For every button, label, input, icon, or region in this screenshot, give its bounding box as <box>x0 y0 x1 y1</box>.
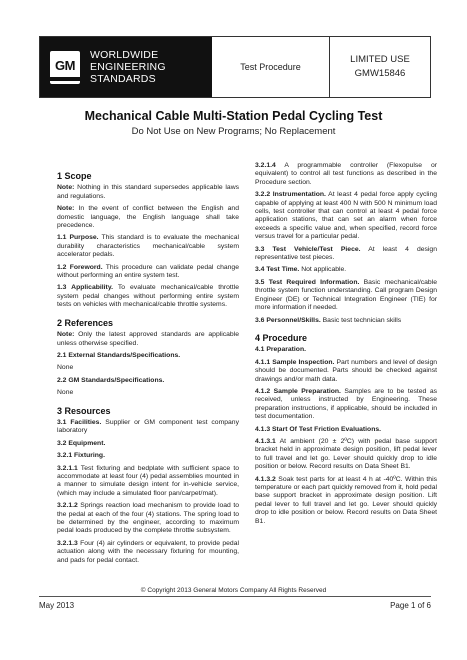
label: 4.1.2 Sample Preparation. <box>255 387 341 395</box>
paragraph <box>255 476 437 526</box>
label: 3.3 Test Vehicle/Test Piece. <box>255 245 361 253</box>
gm-logo: GM <box>50 51 80 84</box>
paragraph <box>57 502 239 536</box>
brand-line: STANDARDS <box>90 73 156 85</box>
brand-line: WORLDWIDE <box>90 49 159 61</box>
text: Test fixturing and bedplate with sufficient space to accommodate at least four (4) pedal assemblies mounted in a manner to simulate design intent for in-vehicle service, (which may include a simulated floor pan/carpet/mat). <box>57 464 239 497</box>
label: 3.2.1.2 <box>57 502 78 510</box>
text: Supplier or GM component test company laboratory <box>57 418 239 435</box>
title-block <box>0 109 467 137</box>
paragraph <box>57 465 239 499</box>
label: 4.1.3.2 <box>255 475 276 483</box>
paragraph <box>57 419 239 436</box>
text: Basic mechanical/cable throttle system function understanding. Call program Design Engineer (DE) or Technical Integration Engineer (TIE) for more information if needed. <box>255 278 437 312</box>
paragraph <box>57 264 239 281</box>
footer-date: May 2013 <box>39 601 75 610</box>
subheading: 3.2 Equipment. <box>57 439 106 447</box>
label: 3.1 Facilities. <box>57 418 102 426</box>
label: 4.1.3.1 <box>255 437 276 445</box>
paragraph <box>255 388 437 422</box>
label: Note: <box>57 331 75 339</box>
paragraph <box>255 279 437 313</box>
paragraph <box>57 331 239 348</box>
label: 1.1 Purpose. <box>57 234 99 242</box>
text: This procedure can validate pedal change without performing an entire system test. <box>57 263 239 280</box>
section-heading: 3 Resources <box>57 405 111 416</box>
paragraph <box>255 246 437 263</box>
label: 4.1.1 Sample Inspection. <box>255 358 335 366</box>
text: This standard is to evaluate the mechanical durability characteristics mechanical/cable system accelerator pedals. <box>57 234 239 259</box>
subheading: 4.1 Preparation. <box>255 346 306 354</box>
doc-number: GMW15846 <box>354 68 406 79</box>
text: At ambient (20 ± 2ºC) with pedal base support bracket held in approximate design position, lift pedal lever to full travel and let go. Lever should quickly drop to idle position or below. Record results on Data Sheet B1. <box>255 437 437 471</box>
text: In the event of conflict between the English and domestic language, the English language shall take precedence. <box>57 205 239 230</box>
subheading: 3.2.1 Fixturing. <box>57 452 105 460</box>
paragraph: None <box>57 364 74 372</box>
subheading: 4.1.3 Start Of Test Friction Evaluations. <box>255 425 382 433</box>
paragraph <box>57 184 239 201</box>
subheading: 2.2 GM Standards/Specifications. <box>57 376 165 384</box>
right-column <box>255 162 437 569</box>
paragraph <box>255 438 437 472</box>
text: Springs reaction load mechanism to provide load to the pedal at each of the four (4) stations. The spring load to be determined by the engineer, according to maximum pedal loads produced by the complete throttle subsystem. <box>57 502 239 535</box>
subheading: 2.1 External Standards/Specifications. <box>57 351 181 359</box>
label: 3.2.1.3 <box>57 539 78 547</box>
paragraph: None <box>57 389 74 397</box>
document-header <box>39 36 431 98</box>
left-column <box>57 162 239 569</box>
use-label: LIMITED USE <box>350 54 410 65</box>
label: 3.4 Test Time. <box>255 266 300 274</box>
text: Four (4) air cylinders or equivalent, to provide pedal actuation along with the necessary fixturing for mounting, and pads for pedal contact. <box>57 539 239 564</box>
text: Basic test technician skills <box>320 316 402 324</box>
document-title: Mechanical Cable Multi-Station Pedal Cycling Test <box>84 109 383 123</box>
doc-id-block <box>330 37 430 97</box>
label: 3.2.1.4 <box>255 162 276 169</box>
brand-text <box>90 49 166 85</box>
brand-line: ENGINEERING <box>90 61 166 73</box>
doc-type: Test Procedure <box>212 37 330 97</box>
text: Nothing in this standard supersedes applicable laws and regulations. <box>57 184 239 200</box>
label: 1.2 Foreword. <box>57 263 103 271</box>
label: Note: <box>57 184 75 192</box>
paragraph <box>255 191 437 241</box>
paragraph <box>255 266 437 274</box>
paragraph <box>255 162 437 187</box>
paragraph <box>255 317 437 325</box>
label: Note: <box>57 205 75 213</box>
page-number: Page 1 of 6 <box>390 601 431 610</box>
text: Samples are to be tested as received, unless instructed by Engineering. These preparation instructions, if applicable, should be included in test documentation. <box>255 387 437 421</box>
footer-divider <box>39 596 431 597</box>
section-heading: 2 References <box>57 317 114 328</box>
label: 1.3 Applicability. <box>57 284 113 292</box>
text: Part numbers and level of design should be documented. Parts should be checked against drawings and/or math data. <box>255 358 437 383</box>
text: At least 4 design representative test pieces. <box>255 245 437 262</box>
label: 3.5 Test Required Information. <box>255 278 360 286</box>
paragraph <box>57 234 239 259</box>
section-heading: 1 Scope <box>57 171 92 181</box>
document-subtitle: Do Not Use on New Programs; No Replacement <box>131 126 336 137</box>
text: A programmable controller (Flexopulse or equivalent) to control all test functions as described in the Procedure section. <box>255 162 437 186</box>
paragraph <box>57 540 239 565</box>
paragraph <box>255 359 437 384</box>
brand-block <box>40 37 212 97</box>
copyright-notice: © Copyright 2013 General Motors Company All Rights Reserved <box>140 587 327 594</box>
paragraph <box>57 284 239 309</box>
label: 3.6 Personnel/Skills. <box>255 316 321 324</box>
text: Only the latest approved standards are applicable unless otherwise specified. <box>57 331 239 347</box>
paragraph <box>57 205 239 230</box>
body-columns <box>57 162 437 569</box>
label: 3.2.1.1 <box>57 464 78 472</box>
text: Soak test parts for at least 4 h at -40ºC. Within this temperature or each part quickly removed from it, hold pedal base support bracket in approximate design position. Lift pedal lever to full travel and let go. Lever should quickly drop to idle position or below. Record results on Data Sheet B1. <box>255 475 437 525</box>
text: To evaluate mechanical/cable throttle system pedal changes without performing entire system tests on vehicles with mechanical/cable throttle systems. <box>57 284 239 309</box>
section-heading: 4 Procedure <box>255 332 308 343</box>
label: 3.2.2 Instrumentation. <box>255 191 326 199</box>
text: At least 4 pedal force apply cycling capable of applying at least 400 N with 500 N minimum load cells, test controller that can control at least 4 pedal force application stations, that can set an alarm when force exceeds a specific value and, when specified, record force versus travel for a particular pedal. <box>255 191 438 241</box>
text: Not applicable. <box>299 266 347 274</box>
